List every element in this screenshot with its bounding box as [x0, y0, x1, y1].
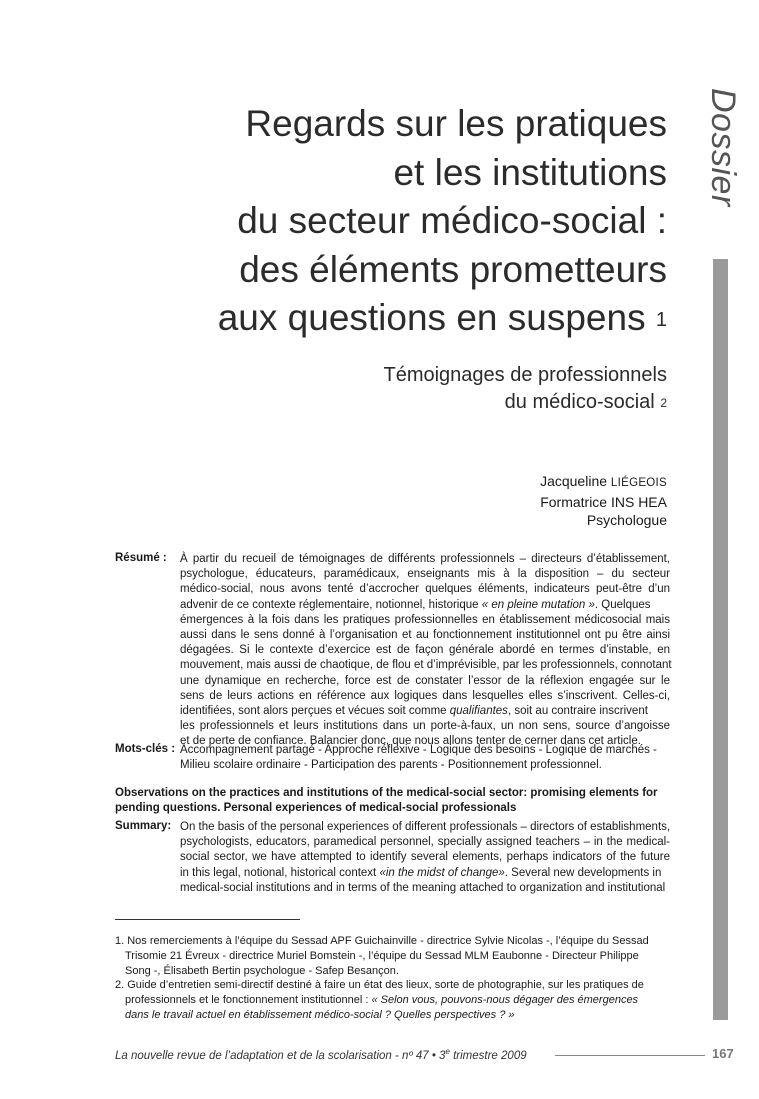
- footnote-1-line: Trisomie 21 Évreux - directrice Muriel Bomstein -, l’équipe du Sessad MLM Eaubonne - Directeur Philippe: [125, 949, 639, 962]
- article-title: [107, 100, 667, 343]
- author-role: Formatrice INS HEA: [540, 493, 667, 510]
- journal-name: La nouvelle revue de l’adaptation et de la scolarisation - nº 47 • 3: [115, 1049, 446, 1062]
- summary-label: Summary:: [115, 820, 172, 832]
- footnote-1-line: Song -, Élisabeth Bertin psychologue - Safep Besançon.: [125, 964, 399, 977]
- title-line-text: aux questions en suspens: [217, 297, 646, 338]
- summary-text: [180, 820, 670, 896]
- resume-line: psychologue, éducateurs, paramédicaux, enseignants mis à la disposition – du secteur: [180, 568, 670, 581]
- resume-line-mixed: [180, 598, 670, 613]
- article-subtitle: [167, 362, 667, 416]
- english-title-line: Observations on the practices and institutions of the medical-social sector: promising elements for: [115, 787, 658, 799]
- resume-line: mouvement, mais aussi de chaotique, de flou et d’imprévisible, par les professionnels, connotant: [180, 659, 672, 672]
- section-label: [702, 88, 742, 218]
- resume-line-mixed: [180, 704, 670, 719]
- resume-line: les professionnels et leurs institutions dans un porte-à-faux, un non sens, source d’angoisse: [180, 720, 670, 733]
- author-first-name: Jacqueline: [540, 473, 608, 489]
- footnote-rule: [115, 919, 300, 920]
- resume-line: et de perte de confiance. Balancier donc, que nous allons tenter de cerner dans cet article.: [180, 735, 641, 748]
- resume-line-text: identifiées, sont alors perçues et vécues soit comme: [180, 705, 447, 718]
- title-footnote-ref[interactable]: 1: [655, 309, 667, 331]
- resume-line: émergences à la fois dans les pratiques professionnelles en établissement médicosocial mais: [180, 613, 670, 626]
- author-block: [367, 472, 667, 530]
- journal-sup: e: [445, 1047, 450, 1056]
- section-label-text: Dossier: [704, 88, 742, 207]
- resume-line: médico-social, nous avons tenté d’accrocher quelques éléments, indicateurs peut-être d’un: [180, 583, 670, 596]
- resume-label: Résumé :: [115, 552, 167, 564]
- author-last-name: LIÉGEOIS: [610, 477, 667, 489]
- keywords-line: Accompagnement partagé - Approche réflexive - Logique des besoins - Logique de marchés -: [180, 744, 657, 756]
- title-line: du secteur médico-social :: [237, 200, 667, 241]
- subtitle-line-last: [167, 389, 667, 416]
- page-number: 167: [712, 1046, 734, 1061]
- footnote-2-line: 2. Guide d’entretien semi-directif destiné à faire un état des lieux, sorte de photographie, sur les pratiques de: [115, 979, 644, 992]
- journal-tail: trimestre 2009: [449, 1049, 527, 1062]
- side-bar: [713, 259, 728, 1020]
- english-title-line: pending questions. Personal experiences of medical-social professionals: [115, 802, 517, 815]
- footnotes: [115, 934, 670, 1023]
- resume-line: sens de leurs actions en référence aux logiques dans lesquelles elles s’inscrivent. Celles-ci,: [180, 689, 670, 702]
- keywords-text: [180, 743, 670, 773]
- summary-line-mixed: [180, 866, 670, 881]
- summary-line: psychologists, educators, paramedical personnel, specially assigned teachers – in the medical-: [180, 836, 670, 849]
- resume-line: une dynamique en recherche, force est de constater l’essor de la réflexion engagée sur le: [180, 674, 670, 687]
- author-name: [367, 472, 667, 493]
- footnote-2-quote: « Selon vous, pouvons-nous dégager des émergences: [371, 994, 639, 1007]
- author-profession: Psychologue: [586, 512, 667, 528]
- title-line: Regards sur les pratiques: [245, 103, 667, 144]
- subtitle-line: Témoignages de professionnels: [383, 364, 667, 386]
- subtitle-line-text: du médico-social: [504, 391, 655, 413]
- resume-line: aussi dans le sens donné à l’organisation et au fonctionnement institutionnel ont pu être ainsi: [180, 629, 670, 642]
- footnote-1-line: 1. Nos remerciements à l’équipe du Sessad APF Guichainville - directrice Sylvie Nicolas -, l’équipe du Sessad: [115, 935, 649, 947]
- resume-emphasis: « en pleine mutation »: [481, 598, 595, 611]
- summary-line: On the basis of the personal experiences of different professionals – directors of establishments,: [180, 821, 671, 833]
- keywords-line: Milieu scolaire ordinaire - Participation des parents - Positionnement professionnel.: [180, 759, 602, 772]
- title-line: des éléments prometteurs: [239, 248, 667, 290]
- resume-line: dégagées. Si le contexte d’exercice est de façon générale abordé en termes d’instable, en: [180, 644, 670, 657]
- resume-line-tail: , soit au contraire inscrivent: [507, 705, 648, 718]
- resume-emphasis: qualifiantes: [449, 705, 508, 718]
- title-line-last: [107, 294, 667, 343]
- summary-line: medical-social institutions and in terms of the meaning attached to organization and institutional: [180, 881, 666, 894]
- subtitle-footnote-ref[interactable]: 2: [660, 396, 667, 410]
- title-line: et les institutions: [393, 151, 667, 193]
- summary-line: social sector, we have attempted to identify several elements, perhaps indicators of the future: [180, 851, 670, 864]
- journal-citation: [115, 1047, 527, 1062]
- resume-line-text: advenir de ce contexte réglementaire, notionnel, historique: [180, 598, 479, 611]
- page-footer: [115, 1047, 715, 1065]
- footnote-2-text: professionnels et le fonctionnement institutionnel :: [125, 994, 369, 1007]
- footer-rule: [555, 1055, 705, 1056]
- keywords-label: Mots-clés :: [115, 743, 176, 755]
- summary-line-text: in this legal, notional, historical context: [180, 866, 377, 879]
- summary-emphasis: «in the midst of change»: [379, 866, 505, 879]
- footnote-2-line-mixed: [115, 993, 670, 1008]
- summary-line-tail: . Several new developments in: [504, 866, 662, 879]
- resume-text: [180, 552, 670, 750]
- footnote-2-quote: dans le travail actuel en établissement médico-social ? Quelles perspectives ? »: [125, 1008, 515, 1021]
- footnote-2-line: [115, 1008, 670, 1023]
- resume-line: À partir du recueil de témoignages de différents professionnels – directeurs d’établissement,: [180, 553, 670, 565]
- english-title: [115, 786, 670, 816]
- resume-line-tail: . Quelques: [594, 598, 651, 611]
